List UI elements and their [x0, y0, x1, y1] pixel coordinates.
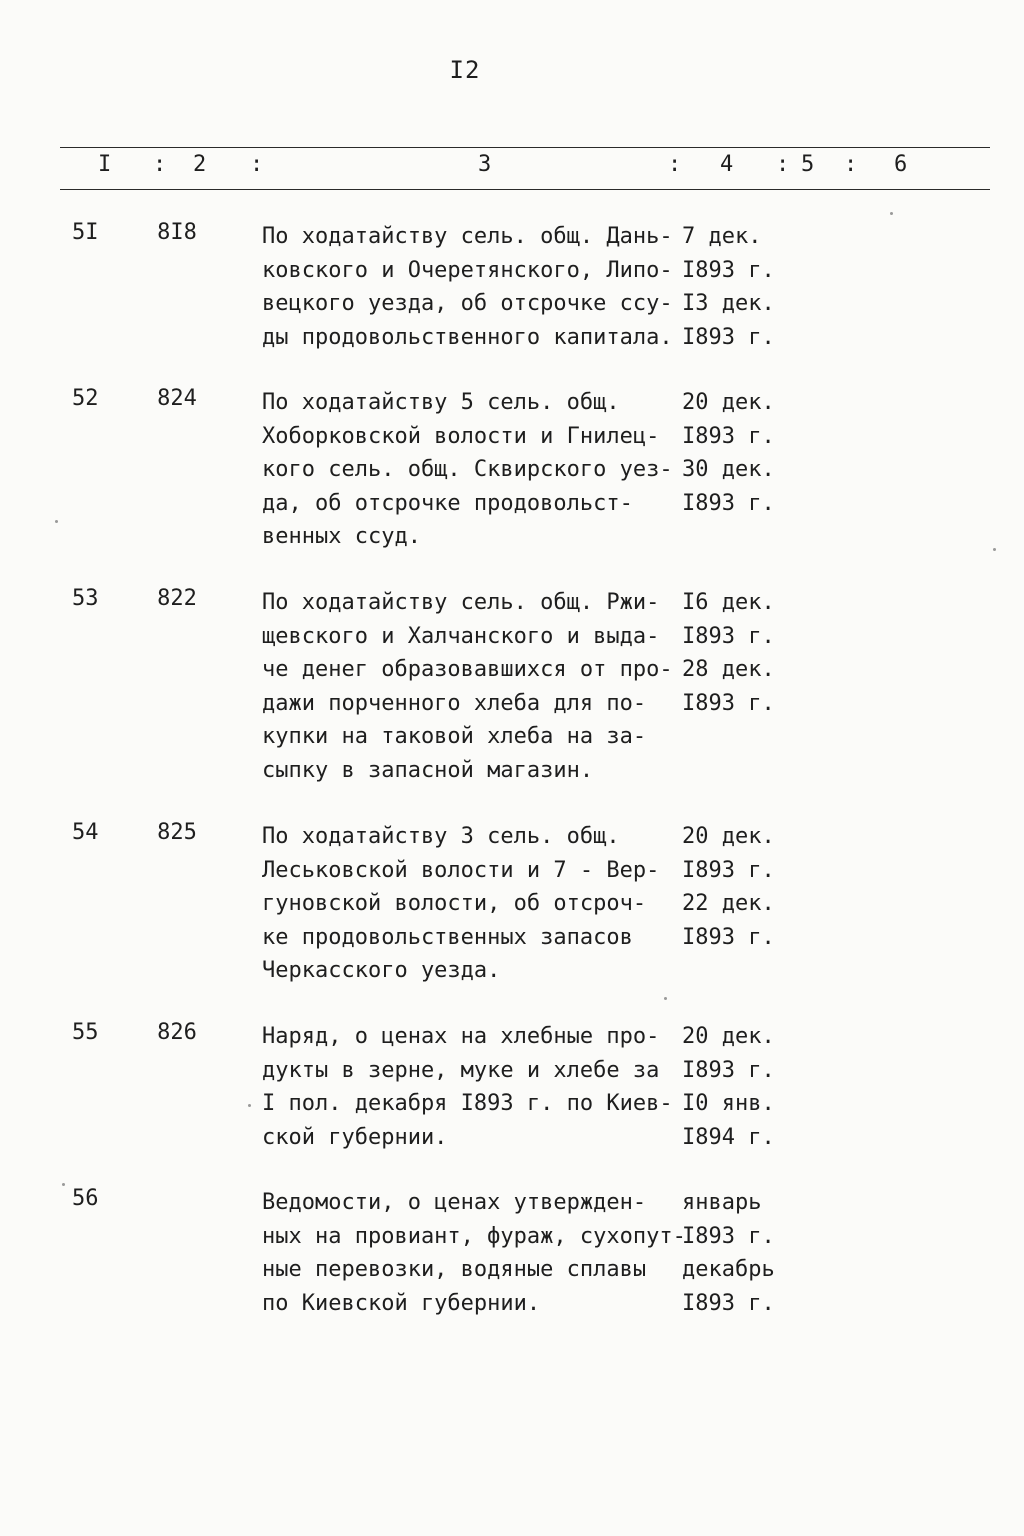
entry-dates — [682, 586, 812, 720]
header-col-1: I — [98, 152, 112, 177]
entry-code: 825 — [157, 820, 197, 845]
description-line: вецкого уезда, об отсрочке ссу- — [262, 291, 673, 316]
description-line: Ведомости, о ценах утвержден- — [262, 1190, 647, 1215]
header-bottom-rule — [60, 189, 990, 190]
date-line: I893 г. — [682, 623, 775, 649]
scan-speck — [62, 1183, 65, 1186]
date-line: 7 дек. — [682, 224, 762, 249]
description-line: че денег образовавшихся от про- — [262, 657, 673, 682]
entry-code: 822 — [157, 586, 197, 611]
entry-dates — [682, 1186, 812, 1320]
date-line: I0 янв. — [682, 1091, 775, 1116]
date-line: I894 г. — [682, 1124, 775, 1150]
description-line: ные перевозки, водяные сплавы — [262, 1257, 647, 1282]
header-separator: : — [153, 152, 167, 177]
description-line: сыпку в запасной магазин. — [262, 757, 594, 783]
date-line: 20 дек. — [682, 824, 775, 849]
description-line: По ходатайству сель. общ. Дань- — [262, 224, 673, 249]
date-line: I6 дек. — [682, 590, 775, 615]
header-col-6: 6 — [894, 152, 908, 177]
page-number: I2 — [449, 56, 481, 84]
entry-code: 826 — [157, 1020, 197, 1045]
entry-number: 53 — [72, 586, 99, 611]
description-line: По ходатайству 5 сель. общ. — [262, 390, 620, 415]
description-line: ке продовольственных запасов — [262, 924, 633, 950]
table-header — [0, 152, 1024, 184]
date-line: 22 дек. — [682, 891, 775, 916]
entry-description — [262, 1186, 686, 1320]
entry-code: 824 — [157, 386, 197, 411]
description-line: Наряд, о ценах на хлебные про- — [262, 1024, 660, 1049]
scan-speck — [248, 1104, 251, 1107]
description-line: венных ссуд. — [262, 524, 421, 549]
entry-number: 54 — [72, 820, 99, 845]
description-line: По ходатайству сель. общ. Ржи- — [262, 590, 660, 615]
date-line: I893 г. — [682, 324, 775, 350]
header-separator: : — [844, 152, 858, 177]
entry-number: 5I — [72, 220, 99, 245]
description-line: Хоборковской волости и Гнилец- — [262, 423, 660, 449]
description-line: дукты в зерне, муке и хлебе за — [262, 1057, 660, 1083]
entry-dates — [682, 820, 812, 954]
date-line: I893 г. — [682, 423, 775, 449]
header-separator: : — [668, 152, 682, 177]
date-line: I893 г. — [682, 1057, 775, 1083]
entry-number: 56 — [72, 1186, 99, 1211]
description-line: щевского и Халчанского и выда- — [262, 623, 660, 649]
scan-speck — [55, 520, 58, 523]
description-line: I пол. декабря I893 г. по Киев- — [262, 1091, 673, 1116]
date-line: январь — [682, 1190, 762, 1215]
date-line: 30 дек. — [682, 457, 775, 482]
description-line: кого сель. общ. Сквирского уез- — [262, 457, 673, 482]
date-line: 28 дек. — [682, 657, 775, 682]
header-col-3: 3 — [478, 152, 492, 177]
entry-dates — [682, 1020, 812, 1154]
date-line: I893 г. — [682, 1290, 775, 1316]
entry-description — [262, 1020, 682, 1154]
description-line: По ходатайству 3 сель. общ. — [262, 824, 620, 849]
entry-number: 55 — [72, 1020, 99, 1045]
description-line: ковского и Очеретянского, Липо- — [262, 257, 673, 283]
scan-speck — [664, 997, 667, 1000]
entry-description — [262, 220, 682, 354]
description-line: по Киевской губернии. — [262, 1290, 541, 1316]
header-separator: : — [776, 152, 790, 177]
date-line: I893 г. — [682, 924, 775, 950]
entry-description — [262, 586, 682, 787]
date-line: I893 г. — [682, 490, 775, 516]
date-line: I893 г. — [682, 857, 775, 883]
scan-speck — [890, 212, 893, 215]
header-separator: : — [250, 152, 264, 177]
date-line: декабрь — [682, 1257, 775, 1282]
description-line: Черкасского уезда. — [262, 958, 501, 983]
entry-dates — [682, 386, 812, 520]
description-line: Леськовской волости и 7 - Вер- — [262, 857, 660, 883]
description-line: гуновской волости, об отсроч- — [262, 891, 647, 916]
scan-speck — [993, 548, 996, 551]
header-col-2: 2 — [193, 152, 207, 177]
entry-number: 52 — [72, 386, 99, 411]
header-col-4: 4 — [720, 152, 734, 177]
description-line: ды продовольственного капитала. — [262, 324, 673, 350]
date-line: 20 дек. — [682, 1024, 775, 1049]
description-line: ных на провиант, фураж, сухопут- — [262, 1223, 686, 1249]
description-line: да, об отсрочке продовольст- — [262, 490, 633, 516]
date-line: I3 дек. — [682, 291, 775, 316]
date-line: I893 г. — [682, 1223, 775, 1249]
date-line: 20 дек. — [682, 390, 775, 415]
date-line: I893 г. — [682, 257, 775, 283]
entry-code: 8I8 — [157, 220, 197, 245]
header-top-rule — [60, 147, 990, 148]
entry-description — [262, 820, 682, 988]
description-line: дажи порченного хлеба для по- — [262, 690, 647, 716]
date-line: I893 г. — [682, 690, 775, 716]
entry-description — [262, 386, 682, 554]
header-col-5: 5 — [801, 152, 815, 177]
description-line: ской губернии. — [262, 1124, 448, 1150]
entry-dates — [682, 220, 812, 354]
description-line: купки на таковой хлеба на за- — [262, 724, 647, 749]
